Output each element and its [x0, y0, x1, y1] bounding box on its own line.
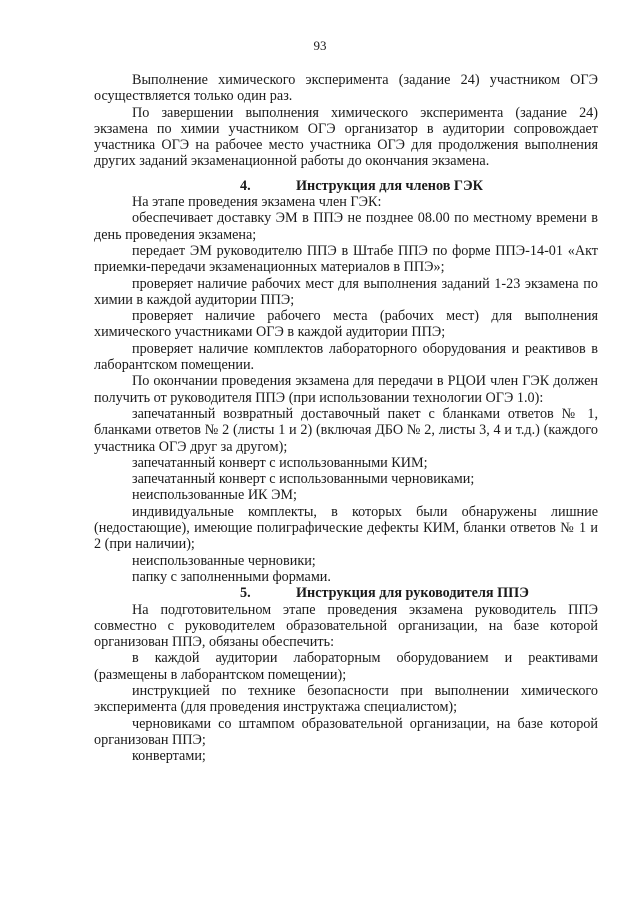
section-number: 5.: [240, 585, 251, 602]
paragraph: неиспользованные ИК ЭМ;: [132, 487, 297, 504]
paragraph: На этапе проведения экзамена член ГЭК:: [132, 194, 382, 211]
paragraph: запечатанный возвратный доставочный пакет с бланками ответов № 1, бланками ответов № 2 (листы 1 и 2) (включая ДБО № 2, листы 3, 4 и т.д.) (каждого участника ОГЭ друг за другом);: [94, 405, 598, 455]
page-number: 93: [313, 38, 327, 53]
paragraph: По окончании проведения экзамена для передачи в РЦОИ член ГЭК должен получить от руководителя ППЭ (при использовании технологии ОГЭ 1.0):: [94, 373, 598, 406]
paragraph: запечатанный конверт с использованными черновиками;: [132, 471, 475, 488]
section-heading: [94, 178, 598, 194]
section-number: 4.: [240, 177, 251, 194]
paragraph: запечатанный конверт с использованными КИМ;: [132, 454, 428, 471]
section-title: Инструкция для руководителя ППЭ: [296, 585, 529, 602]
paragraph: передает ЭМ руководителю ППЭ в Штабе ППЭ по форме ППЭ-14-01 «Акт приемки-передачи экзаменационных материалов в ППЭ»;: [94, 242, 598, 276]
section-heading: [94, 585, 598, 601]
paragraph: проверяет наличие рабочих мест для выполнения заданий 1-23 экзамена по химии в каждой аудитории ППЭ;: [94, 275, 598, 308]
paragraph: неиспользованные черновики;: [132, 552, 316, 569]
section-spacer: [94, 170, 598, 178]
paragraph: папку с заполненными формами.: [132, 568, 331, 585]
paragraph: индивидуальные комплекты, в которых были обнаружены лишние (недостающие), имеющие полиграфические дефекты КИМ, бланки ответов № 1 и 2 (при наличии);: [94, 503, 598, 553]
paragraph: черновиками со штампом образовательной организации, на базе которой организован ППЭ;: [94, 715, 598, 748]
paragraph: обеспечивает доставку ЭМ в ППЭ не позднее 08.00 по местному времени в день проведения экзамена;: [94, 210, 598, 243]
document-body: [94, 72, 598, 764]
paragraph: конвертами;: [132, 748, 206, 765]
paragraph: На подготовительном этапе проведения экзамена руководитель ППЭ совместно с руководителем образовательной организации, на базе которой организован ППЭ, обязаны обеспечить:: [94, 601, 598, 651]
paragraph: Выполнение химического эксперимента (задание 24) участником ОГЭ осуществляется только один раз.: [94, 72, 598, 105]
paragraph: инструкцией по технике безопасности при выполнении химического эксперимента (для проведения инструктажа специалистом);: [94, 682, 598, 716]
section-title: Инструкция для членов ГЭК: [296, 177, 483, 194]
paragraph: в каждой аудитории лабораторным оборудованием и реактивами (размещены в лаборантском помещении);: [94, 650, 598, 683]
paragraph: По завершении выполнения химического эксперимента (задание 24) экзамена по химии участником ОГЭ организатор в аудитории сопровождает участника ОГЭ на рабочее место участника ОГЭ для продолжения выполнения других заданий экзаменационной работы до окончания экзамена.: [94, 104, 598, 170]
paragraph: проверяет наличие рабочего места (рабочих мест) для выполнения химического участниками ОГЭ в каждой аудитории ППЭ;: [94, 308, 598, 341]
paragraph: проверяет наличие комплектов лабораторного оборудования и реактивов в лаборантском помещении.: [94, 340, 598, 374]
